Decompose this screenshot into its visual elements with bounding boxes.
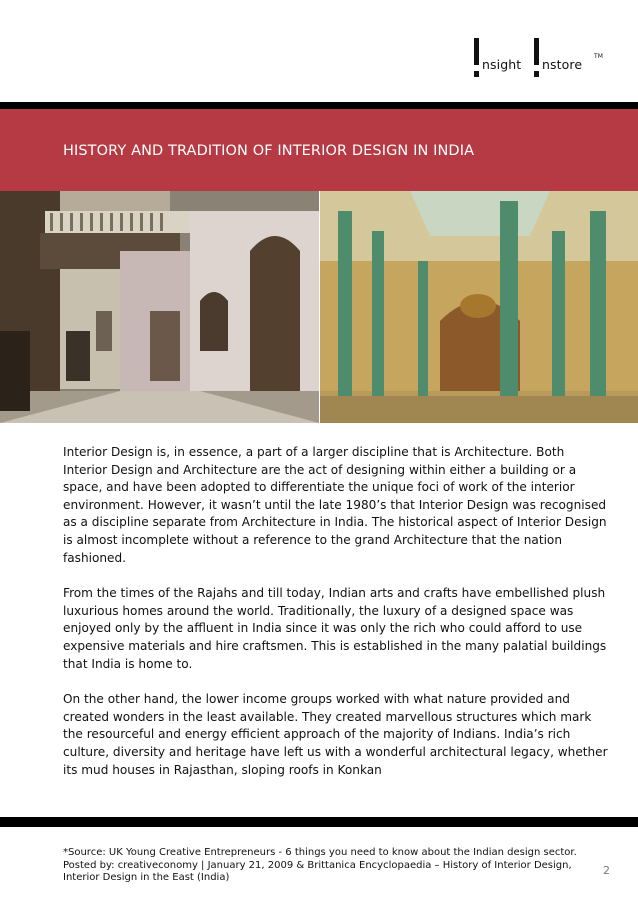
palace-hall-photo (320, 191, 638, 423)
paragraph-lower-income: On the other hand, the lower income groups worked with what nature provided and created wonders in the least available. They created marvellous structures which mark the resourceful and energy efficient approach of the majority of Indians. India’s rich culture, diversity and heritage have left us with a wonderful architectural legacy, whether its mud houses in Rajasthan, sloping roofs in Konkan (63, 692, 608, 777)
title-banner (0, 109, 638, 191)
source-footnote: *Source: UK Young Creative Entrepreneurs - 6 things you need to know about the Indian design sector. Posted by: creativeconomy | January 21, 2009 & Brittanica Encyclopaedia – History of Interior Design, Interior Design in the East (India) (63, 847, 577, 883)
haveli-courtyard-photo (0, 191, 319, 423)
logo-trademark: TM (594, 53, 604, 60)
logo-word-instore: nstore (542, 57, 583, 72)
top-rule (0, 102, 638, 109)
paragraph-rajahs: From the times of the Rajahs and till today, Indian arts and crafts have embellished plush luxurious homes around the world. Traditionally, the luxury of a designed space was enjoyed only by the affluent in India since it was only the rich who could afford to use expensive materials and hire craftsmen. This is established in the many palatial buildings that India is home to. (63, 586, 607, 671)
page-title: HISTORY AND TRADITION OF INTERIOR DESIGN IN INDIA (63, 143, 475, 159)
insight-instore-logo (474, 38, 604, 84)
bottom-rule (0, 817, 638, 827)
page-number: 2 (603, 864, 610, 877)
body-text (63, 444, 608, 797)
paragraph-intro: Interior Design is, in essence, a part of a larger discipline that is Architecture. Both Interior Design and Architecture are the act of designing within either a building or a space, and have been adopted to differentiate the unique foci of work of the interior environment. However, it wasn’t until the late 1980’s that Interior Design was recognised as a discipline separate from Architecture in India. The historical aspect of Interior Design is almost incomplete without a reference to the grand Architecture that the nation fashioned. (63, 445, 607, 565)
logo-word-insight: nsight (482, 57, 522, 72)
